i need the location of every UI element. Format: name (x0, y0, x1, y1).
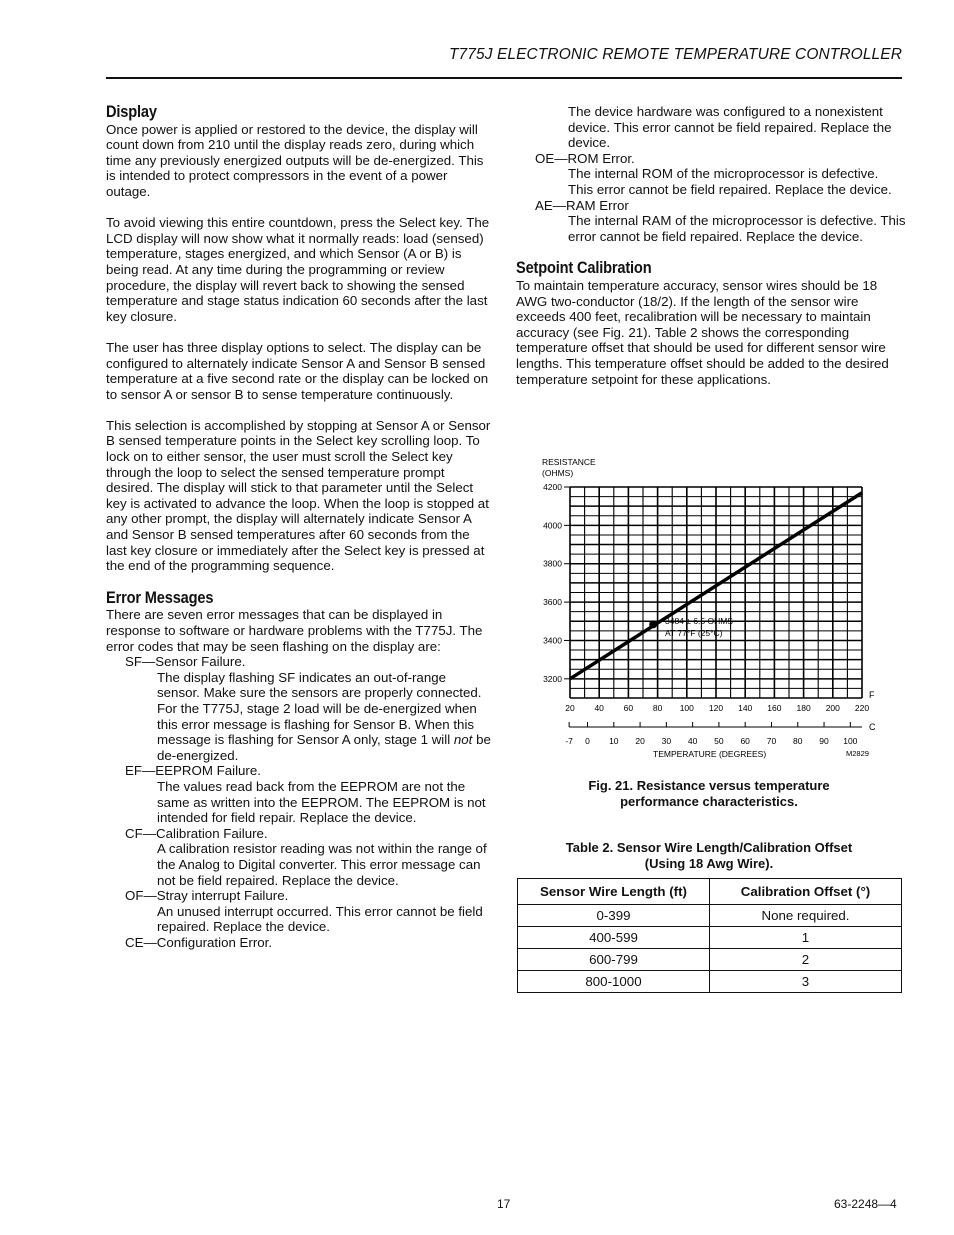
y-tick-label: 4200 (543, 482, 562, 492)
table-row (518, 927, 902, 949)
celsius-tick-labels (565, 722, 862, 746)
celsius-tick-label: 40 (687, 736, 698, 746)
header-calibration-offset: Calibration Offset (°) (710, 879, 902, 905)
error-desc-ae: The internal RAM of the microprocessor is defective. This error cannot be field repaired. Replace the device. (568, 213, 906, 244)
celsius-tick-label: 30 (661, 736, 672, 746)
y-tick-label: 3800 (543, 558, 562, 569)
error-desc-sf-not: not (453, 732, 473, 748)
celsius-tick-label: 0 (585, 736, 590, 746)
table-cell: 2 (710, 949, 902, 971)
figure-caption-line2: performance characteristics. (620, 793, 798, 809)
display-heading: Display (106, 102, 157, 121)
header-rule (106, 77, 902, 79)
resistance-temperature-chart (530, 450, 880, 770)
y-axis-label-line2: (OHMS) (542, 468, 574, 478)
display-paragraph-4: This selection is accomplished by stopping at Sensor A or Sensor B sensed temperature points in the Select key scrolling loop. To lock on to either sensor, the user must scroll the Select key through the loop to select the sensed temperature prompt desired. The display will stick to that parameter until the Select key is activated to advance the loop. When the loop is stopped at any other prompt, the display will alternately indicate Sensor A and Sensor B sensed temperatures after 60 seconds from the last key closure or immediately after the Select key is pressed at the end of the programming sequence. (106, 417, 491, 574)
error-code-sf: SF—Sensor Failure. (125, 654, 246, 670)
calibration-table (517, 878, 902, 993)
header-wire-length: Sensor Wire Length (ft) (518, 879, 710, 905)
fahrenheit-tick-label: 80 (652, 703, 663, 713)
fahrenheit-tick-label: 20 (565, 703, 575, 713)
celsius-tick-label: 80 (793, 736, 803, 746)
table-caption-line2: (Using 18 Awg Wire). (644, 855, 774, 871)
error-intro: There are seven error messages that can be displayed in response to software or hardware problems with the T775J. The error codes that may be seen flashing on the display are: (106, 607, 483, 654)
setpoint-heading: Setpoint Calibration (516, 258, 652, 278)
celsius-tick-label: 70 (766, 736, 777, 746)
x-axis-label: TEMPERATURE (DEGREES) (653, 749, 767, 759)
error-code-ae: AE—RAM Error (535, 197, 629, 213)
table-row (518, 905, 902, 927)
y-axis-label-line1: RESISTANCE (542, 457, 596, 467)
fahrenheit-tick-label: 140 (738, 703, 753, 713)
left-column (106, 104, 492, 950)
error-code-of: OF—Stray interrupt Failure. (125, 888, 289, 904)
y-tick-labels (543, 482, 570, 684)
page-number: 17 (497, 1197, 511, 1211)
table-cell: None required. (710, 905, 902, 927)
table-caption (516, 840, 902, 871)
error-code-ef: EF—EEPROM Failure. (125, 763, 261, 779)
fahrenheit-tick-label: 180 (796, 703, 811, 713)
error-desc-sf (106, 670, 492, 764)
error-desc-sf-a: The display flashing SF indicates an out-of-range sensor. Make sure the sensors are properly connected. For the T775J, stage 2 load will be de-energized when this error message is flashing for Sensor B. When this message is flashing for Sensor A only, stage 1 will (157, 669, 482, 748)
table-cell: 3 (710, 971, 902, 993)
fahrenheit-tick-label: 120 (708, 703, 724, 713)
display-paragraph-1: Once power is applied or restored to the device, the display will count down from 210 until the display reads zero, during which time any previously energized outputs will be de-energized. This is intended to protect compressors in the event of a power outage. (106, 121, 484, 199)
unit-fahrenheit-label: F (869, 690, 875, 700)
error-desc-of: An unused interrupt occurred. This error cannot be field repaired. Replace the device. (157, 903, 483, 935)
error-code-cf: CF—Calibration Failure. (125, 825, 268, 841)
y-tick-label: 3400 (543, 635, 562, 646)
error-desc-ef: The values read back from the EEPROM are not the same as written into the EEPROM. The EEPROM is not intended for field repair. Replace the device. (157, 778, 486, 826)
error-messages-heading: Error Messages (106, 587, 214, 607)
table-cell: 600-799 (518, 949, 710, 971)
fahrenheit-tick-label: 200 (825, 703, 840, 713)
y-tick-label: 3600 (543, 597, 562, 608)
error-desc-sf-b: be de-energized. (157, 732, 491, 763)
error-desc-ce: The device hardware was configured to a nonexistent device. This error cannot be field repaired. Replace the device. (568, 104, 892, 151)
display-paragraph-2: To avoid viewing this entire countdown, press the Select key. The LCD display will now show what it normally reads: load (sensed) temperature, stages energized, and which Sensor (A or B) is being read. At any time during the programming or review procedure, the display will revert back to showing the sensed temperature and stage status indication 60 seconds after the last key closure. (106, 215, 490, 324)
error-code-oe: OE—ROM Error. (535, 150, 635, 166)
display-paragraph-3: The user has three display options to select. The display can be configured to alternately indicate Sensor A and Sensor B sensed temperature at a five second rate or the display can be locked on to sensor A or sensor B to sense temperature continuously. (106, 339, 489, 402)
celsius-tick-label: -7 (565, 736, 573, 746)
unit-celsius-label: C (869, 722, 876, 732)
y-tick-label: 4000 (543, 520, 562, 531)
figure-caption (516, 778, 902, 809)
table-header-row (518, 879, 902, 905)
setpoint-paragraph: To maintain temperature accuracy, sensor wires should be 18 AWG two-conductor (18/2). If the length of the sensor wire exceeds 400 feet, recalibration will be necessary to maintain accuracy (see Fig. 21). Table 2 shows the corresponding temperature offset that should be used for different sensor wire lengths. This temperature offset should be added to the desired temperature setpoint for these applications. (516, 277, 889, 387)
figure-caption-line1: Fig. 21. Resistance versus temperature (588, 778, 830, 793)
fahrenheit-tick-label: 100 (679, 703, 694, 713)
table-cell: 400-599 (518, 927, 710, 949)
fahrenheit-tick-label: 60 (623, 703, 634, 713)
table-row (518, 949, 902, 971)
table-cell: 800-1000 (518, 971, 710, 993)
error-desc-cf: A calibration resistor reading was not within the range of the Analog to Digital converter. This error message can not be field repaired. Replace the device. (157, 841, 487, 888)
document-number: 63-2248—4 (834, 1197, 897, 1211)
annotation-line2: AT 77°F (25°C) (665, 628, 723, 638)
celsius-tick-label: 60 (740, 736, 750, 746)
celsius-tick-label: 100 (843, 736, 858, 746)
fahrenheit-tick-label: 220 (854, 703, 870, 713)
table-caption-line1: Table 2. Sensor Wire Length/Calibration Offset (565, 840, 853, 855)
celsius-tick-label: 90 (819, 736, 829, 746)
fahrenheit-tick-labels (565, 703, 869, 713)
error-code-ce: CE—Configuration Error. (125, 934, 273, 950)
reference-point-marker (649, 620, 657, 628)
table-cell: 1 (710, 927, 902, 949)
error-desc-oe: The internal ROM of the microprocessor is defective. This error cannot be field repaired. Replace the device. (568, 166, 892, 197)
table-row (518, 971, 902, 993)
page-header-title: T775J ELECTRONIC REMOTE TEMPERATURE CONTROLLER (448, 46, 902, 63)
right-column (516, 104, 906, 387)
annotation-line1: 3484 ± 6.5 OHMS (665, 616, 733, 626)
fahrenheit-tick-label: 160 (767, 703, 782, 713)
celsius-tick-label: 10 (609, 736, 619, 746)
figure-id: M2829 (846, 749, 869, 758)
fahrenheit-tick-label: 40 (594, 703, 604, 713)
y-tick-label: 3200 (543, 673, 562, 684)
celsius-tick-label: 20 (635, 736, 645, 746)
celsius-tick-label: 50 (714, 736, 724, 746)
table-cell: 0-399 (518, 905, 710, 927)
